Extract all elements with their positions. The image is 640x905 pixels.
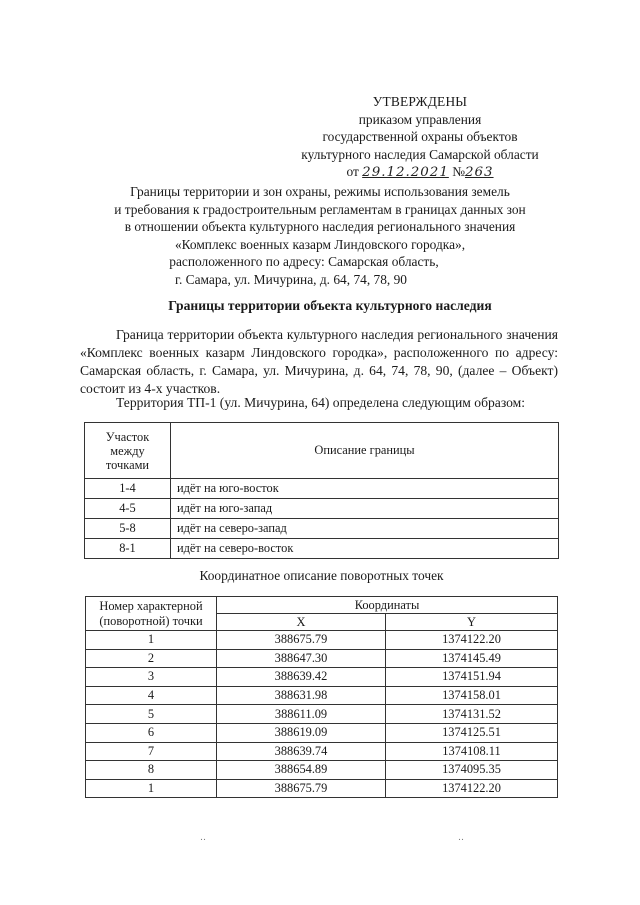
table-row <box>85 479 559 499</box>
title-line: и требования к градостроительным регламентам в границах данных зон <box>114 201 526 217</box>
x-cell: 388639.74 <box>217 742 386 761</box>
title-line: г. Самара, ул. Мичурина, д. 64, 74, 78, 90 <box>174 271 408 287</box>
territory-intro: Территория ТП-1 (ул. Мичурина, 64) определена следующим образом: <box>116 395 526 410</box>
title-line: «Комплекс военных казарм Линдовского городка», <box>174 236 466 252</box>
approval-line: культурного наследия Самарской области <box>301 146 539 162</box>
x-cell: 388647.30 <box>217 649 386 668</box>
table-row <box>85 499 559 519</box>
table-row <box>86 705 558 724</box>
table-row <box>86 668 558 687</box>
x-cell: 388675.79 <box>217 631 386 650</box>
table-row <box>86 761 558 780</box>
handwritten-date: 29.12.2021 <box>362 165 449 180</box>
table-row <box>86 723 558 742</box>
segment-cell: 8-1 <box>85 539 171 559</box>
y-cell: 1374108.11 <box>386 742 558 761</box>
approval-line: приказом управления <box>358 111 482 127</box>
table-row <box>85 539 559 559</box>
y-cell: 1374145.49 <box>386 649 558 668</box>
point-number-cell: 3 <box>86 668 217 687</box>
title-line: в отношении объекта культурного наследия регионального значения <box>124 219 516 235</box>
date-prefix: от <box>346 164 359 179</box>
section-title: Границы территории объекта культурного наследия <box>168 298 492 313</box>
approval-date-line <box>282 163 558 182</box>
x-cell: 388675.79 <box>217 779 386 798</box>
x-cell: 388654.89 <box>217 761 386 780</box>
description-cell: идёт на северо-восток <box>171 539 559 559</box>
coordinates-table <box>85 596 558 798</box>
table-row <box>86 686 558 705</box>
y-cell: 1374122.20 <box>386 631 558 650</box>
header-x: X <box>217 614 386 631</box>
description-cell: идёт на юго-восток <box>171 479 559 499</box>
header-point-number: Номер характерной (поворотной) точки <box>86 597 217 631</box>
number-prefix: № <box>452 164 465 179</box>
handwritten-number: 263 <box>464 165 494 180</box>
point-number-cell: 1 <box>86 631 217 650</box>
x-cell: 388631.98 <box>217 686 386 705</box>
x-cell: 388619.09 <box>217 723 386 742</box>
table-row <box>86 631 558 650</box>
y-cell: 1374131.52 <box>386 705 558 724</box>
paragraph-text: Граница территории объекта культурного наследия регионального значения «Комплекс военных казарм Линдовского городка», расположенного по адресу: Самарская область, г. Самара, ул. Мичурина, д. 64, 74, 78, 90, (далее – Объект) состоит из 4-х участков. <box>80 327 558 396</box>
header-y: Y <box>386 614 558 631</box>
segment-cell: 5-8 <box>85 519 171 539</box>
table-row <box>85 519 559 539</box>
x-cell: 388639.42 <box>217 668 386 687</box>
y-cell: 1374122.20 <box>386 779 558 798</box>
scan-mark: ‥ <box>458 832 465 842</box>
document-title <box>100 183 540 289</box>
x-cell: 388611.09 <box>217 705 386 724</box>
point-number-cell: 4 <box>86 686 217 705</box>
table-row <box>86 742 558 761</box>
point-number-cell: 5 <box>86 705 217 724</box>
approval-stamp <box>282 93 558 182</box>
title-line: Границы территории и зон охраны, режимы использования земель <box>130 184 510 199</box>
description-cell: идёт на юго-запад <box>171 499 559 519</box>
segment-cell: 1-4 <box>85 479 171 499</box>
approval-heading: УТВЕРЖДЕНЫ <box>372 94 468 109</box>
point-number-cell: 1 <box>86 779 217 798</box>
point-number-cell: 7 <box>86 742 217 761</box>
y-cell: 1374095.35 <box>386 761 558 780</box>
point-number-cell: 8 <box>86 761 217 780</box>
point-number-cell: 2 <box>86 649 217 668</box>
intro-paragraph <box>80 326 558 398</box>
approval-line: государственной охраны объектов <box>322 129 518 144</box>
segment-cell: 4-5 <box>85 499 171 519</box>
description-cell: идёт на северо-запад <box>171 519 559 539</box>
header-description: Описание границы <box>171 423 559 479</box>
point-number-cell: 6 <box>86 723 217 742</box>
scan-mark: ‥ <box>200 832 207 842</box>
coordinates-title: Координатное описание поворотных точек <box>199 568 444 583</box>
title-line: расположенного по адресу: Самарская область, <box>169 254 439 270</box>
table-header-row <box>85 423 559 479</box>
boundary-table <box>84 422 559 559</box>
table-row <box>86 649 558 668</box>
y-cell: 1374125.51 <box>386 723 558 742</box>
header-coordinates: Координаты <box>217 597 558 614</box>
y-cell: 1374158.01 <box>386 686 558 705</box>
table-header-row <box>86 597 558 614</box>
header-segment: Участок между точками <box>85 423 171 479</box>
table-row <box>86 779 558 798</box>
y-cell: 1374151.94 <box>386 668 558 687</box>
